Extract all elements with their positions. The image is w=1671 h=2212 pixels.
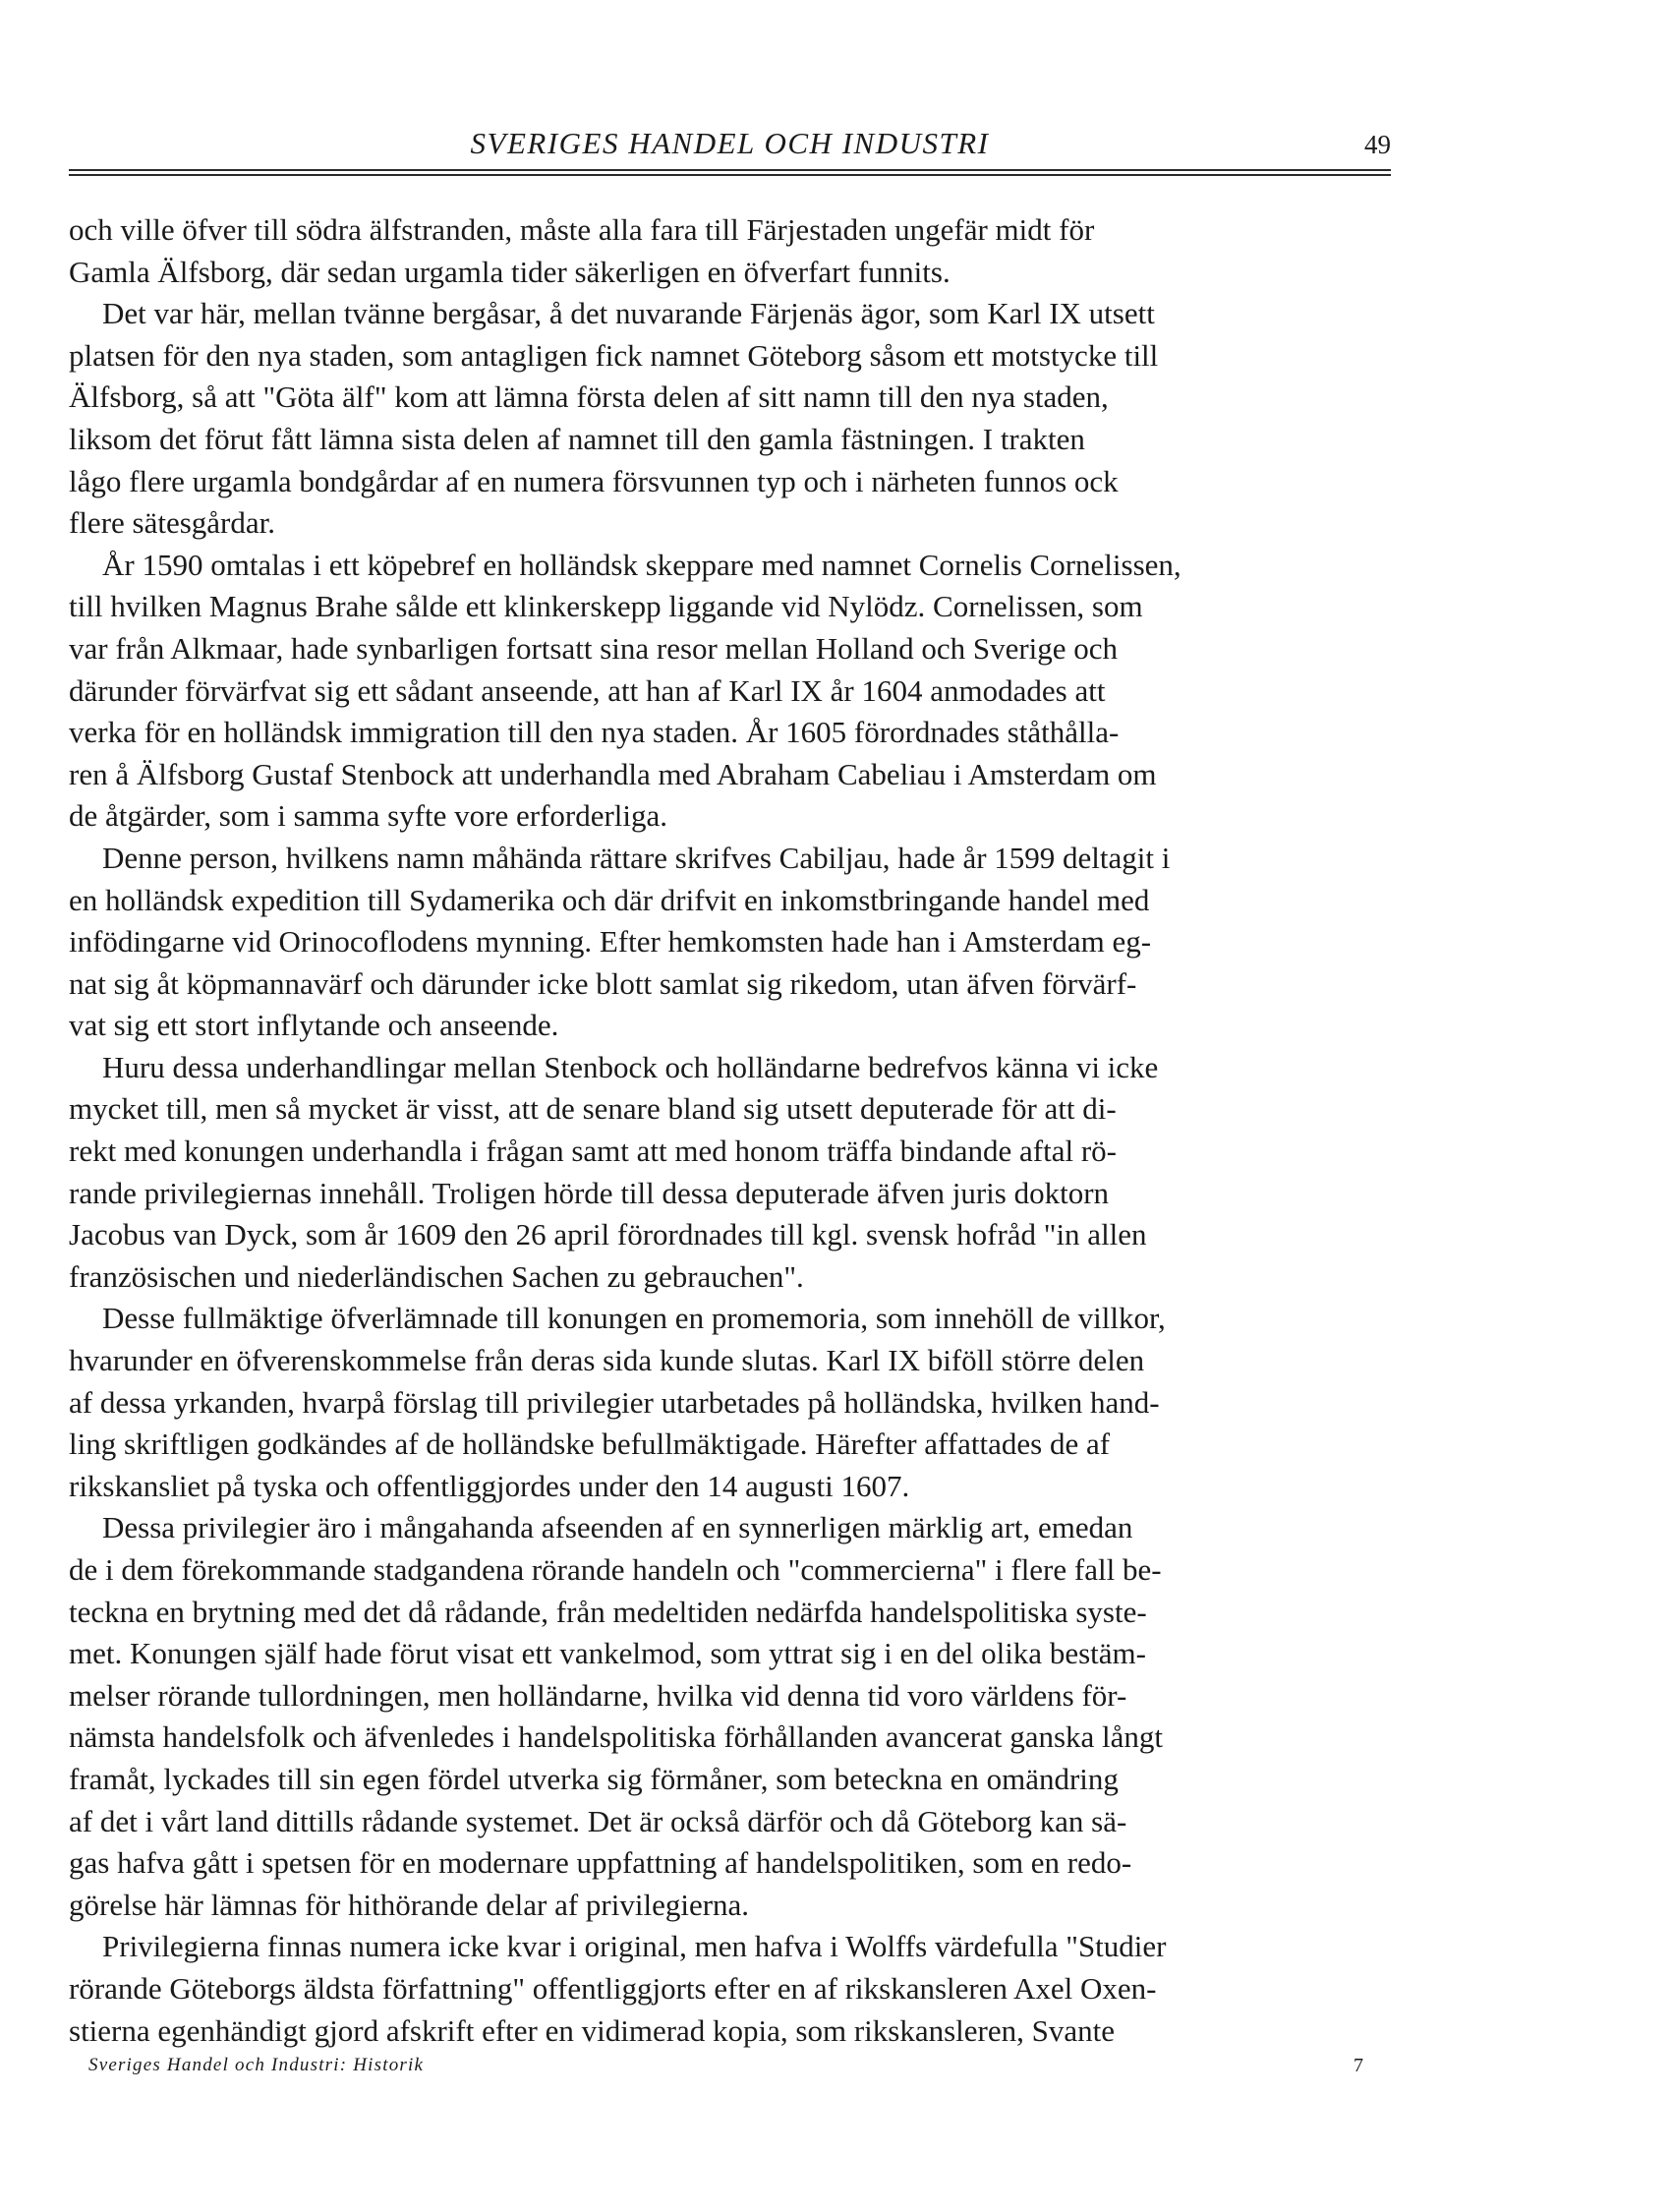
sheet-number: 7 xyxy=(1354,2055,1363,2076)
header-rule-bottom xyxy=(69,174,1391,176)
paragraph-4: Denne person, hvilkens namn måhända rättare skrifves Cabiljau, hade år 1599 deltagit i en holländsk expedition till Sydamerika och där drifvit en inkomstbringande handel med infödingarne vid Orinocoflodens mynning. Efter hemkomsten hade han i Amsterdam eg- nat sig åt köpmannavärf och därunder icke blott samlat sig rikedom, utan äfven förvärf- vat sig ett stort inflytande och anseende. xyxy=(69,840,1171,1043)
paragraph-5: Huru dessa underhandlingar mellan Stenbock och holländarne bedrefvos känna vi icke mycket till, men så mycket är visst, att de senare bland sig utsett deputerade för att di- rekt med konungen underhandla i frågan samt att med honom träffa bindande aftal rö- rande privilegiernas innehåll. Troligen hörde till dessa deputerade äfven juris doktorn Jacobus van Dyck, som år 1609 den 26 april förordnades till kgl. svensk hofråd "in allen französischen und niederländischen Sachen zu gebrauchen". xyxy=(69,1049,1159,1294)
paragraph-8: Privilegierna finnas numera icke kvar i original, men hafva i Wolffs värdefulla "Studier rörande Göteborgs äldsta författning" offentliggjorts efter en af rikskansleren Axel Oxen- stierna egenhändigt gjord afskrift efter en vidimerad kopia, som rikskansleren, Svante xyxy=(69,1929,1167,2048)
signature-mark: Sveriges Handel och Industri: Historik xyxy=(88,2055,425,2075)
body-text xyxy=(69,209,1391,2052)
page-number: 49 xyxy=(1364,130,1391,159)
paragraph-2: Det var här, mellan tvänne bergåsar, å det nuvarande Färjenäs ägor, som Karl IX utsett platsen för den nya staden, som antagligen fick namnet Göteborg såsom ett motstycke till Älfsborg, så att "Göta älf" kom att lämna första delen af sitt namn till den nya staden, liksom det förut fått lämna sista delen af namnet till den gamla fästningen. I trakten lågo flere urgamla bondgårdar af en numera försvunnen typ och i närheten funnos ock flere sätesgårdar. xyxy=(69,296,1159,541)
paragraph-1: och ville öfver till södra älfstranden, måste alla fara till Färjestaden ungefär midt för Gamla Älfsborg, där sedan urgamla tider säkerligen en öfverfart funnits. xyxy=(69,212,1095,289)
paragraph-7: Dessa privilegier äro i mångahanda afseenden af en synnerligen märklig art, emedan de i dem förekommande stadgandena rörande handeln och "commercierna" i flere fall be- teckna en brytning med det då rådande, från medeltiden nedärfda handelspolitiska syste- met. Konungen själf hade förut visat ett vankelmod, som yttrat sig i en del olika bestäm- melser rörande tullordningen, men holländarne, hvilka vid denna tid voro världens för- nämsta handelsfolk och äfvenledes i handelspolitiska förhållanden avancerat ganska långt framåt, lyckades till sin egen fördel utverka sig förmåner, som beteckna en omändring af det i vårt land dittills rådande systemet. Det är också därför och då Göteborg kan sä- gas hafva gått i spetsen för en modernare uppfattning af handelspolitiken, som en redo- görelse här lämnas för hithörande delar af privilegierna. xyxy=(69,1510,1164,1922)
header-rule-top xyxy=(69,169,1391,171)
page-footer xyxy=(69,2055,1391,2084)
running-title: SVERIGES HANDEL OCH INDUSTRI xyxy=(470,126,990,160)
running-header xyxy=(69,126,1391,165)
paragraph-6: Desse fullmäktige öfverlämnade till konungen en promemoria, som innehöll de villkor, hvarunder en öfverenskommelse från deras sida kunde slutas. Karl IX biföll större delen af dessa yrkanden, hvarpå förslag till privilegier utarbetades på holländska, hvilken hand- ling skriftligen godkändes af de holländske befullmäktigade. Härefter affattades de af rikskansliet på tyska och offentliggjordes under den 14 augusti 1607. xyxy=(69,1301,1166,1503)
paragraph-3: År 1590 omtalas i ett köpebref en holländsk skeppare med namnet Cornelis Cornelissen, till hvilken Magnus Brahe sålde ett klinkerskepp liggande vid Nylödz. Cornelissen, som var från Alkmaar, hade synbarligen fortsatt sina resor mellan Holland och Sverige och därunder förvärfvat sig ett sådant anseende, att han af Karl IX år 1604 anmodades att verka för en holländsk immigration till den nya staden. År 1605 förordnades ståthålla- ren å Älfsborg Gustaf Stenbock att underhandla med Abraham Cabeliau i Amsterdam om de åtgärder, som i samma syfte vore erforderliga. xyxy=(69,547,1181,834)
